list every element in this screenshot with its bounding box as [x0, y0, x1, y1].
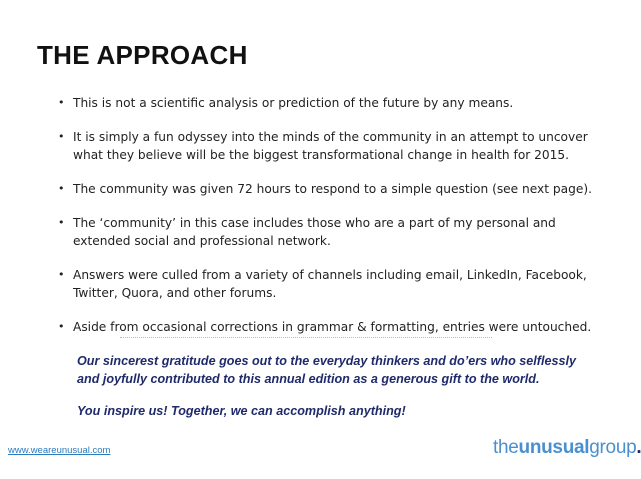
bullet-list [58, 94, 603, 352]
gratitude-note: Our sincerest gratitude goes out to the everyday thinkers and do’ers who selflessly and joyfully contributed to this annual edition as a generous gift to the world. [77, 354, 576, 386]
bullet-text: Answers were culled from a variety of channels including email, LinkedIn, Facebook, Twitter, Quora, and other forums. [73, 268, 587, 300]
inspire-note: You inspire us! Together, we can accomplish anything! [77, 404, 406, 418]
bullet-marker: • [58, 96, 65, 109]
bullet-text: Aside from occasional corrections in grammar & formatting, entries were untouched. [73, 320, 592, 334]
dotted-divider [120, 337, 492, 338]
bullet-marker: • [58, 182, 65, 195]
bullet-marker: • [58, 320, 65, 333]
bullet-marker: • [58, 216, 65, 229]
bullet-item [58, 266, 603, 302]
bullet-item [58, 128, 603, 164]
slide-title: THE APPROACH [37, 40, 248, 70]
website-link[interactable]: www.weareunusual.com [8, 445, 111, 456]
bullet-item [58, 214, 603, 250]
bullet-marker: • [58, 268, 65, 281]
bullet-marker: • [58, 130, 65, 143]
company-logo [493, 437, 641, 459]
bullet-text: This is not a scientific analysis or prediction of the future by any means. [73, 96, 514, 110]
logo-bold: unusual [518, 437, 590, 458]
logo-dot: . [636, 437, 641, 458]
bullet-item [58, 180, 603, 198]
logo-prefix: the [493, 437, 519, 458]
logo-suffix: group [589, 437, 637, 458]
bullet-text: The community was given 72 hours to respond to a simple question (see next page). [73, 182, 592, 196]
bullet-text: The ‘community’ in this case includes those who are a part of my personal and extended social and professional network. [73, 216, 556, 248]
logo-reflection [530, 460, 626, 468]
bullet-text: It is simply a fun odyssey into the minds of the community in an attempt to uncover what they believe will be the biggest transformational change in health for 2015. [73, 130, 588, 162]
bullet-item [58, 94, 603, 112]
bullet-item [58, 318, 603, 336]
